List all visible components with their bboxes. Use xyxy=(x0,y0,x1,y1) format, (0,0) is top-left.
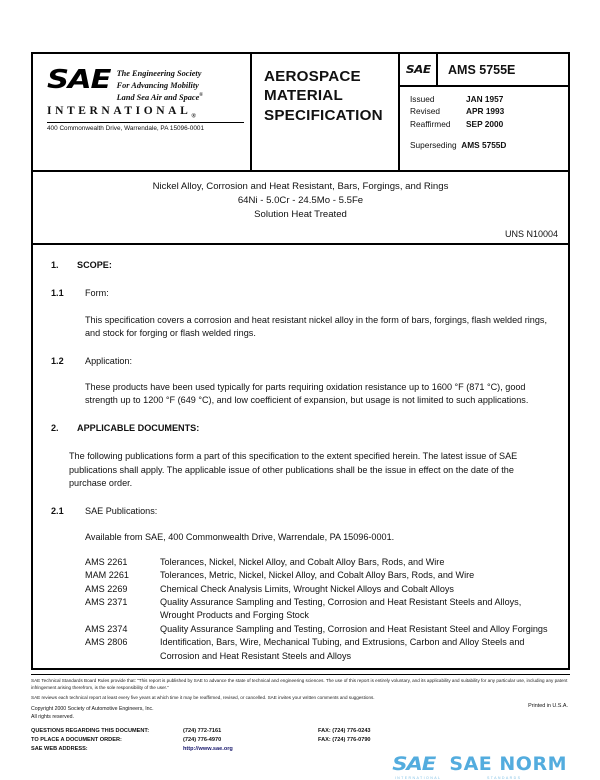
spec-composition: 64Ni - 5.0Cr - 24.5Mo - 5.5Fe xyxy=(237,194,364,206)
sae-badge-icon: SAE xyxy=(400,54,438,85)
sae-web-address-link[interactable]: http://www.sae.org xyxy=(183,745,233,752)
ams-number: AMS 5755E xyxy=(448,62,516,77)
table-row xyxy=(85,583,550,596)
document-header xyxy=(33,54,568,172)
superseding-row xyxy=(410,140,568,150)
paragraph-application: These products have been used typically for parts requiring oxidation resistance up to 1600 °F (871 °C), good strength up to 1200 °F (649 °C), and low coefficient of expansion, but usage is not limited to such applications. xyxy=(85,381,529,406)
doc-type-line-2: MATERIAL xyxy=(264,87,343,105)
sae-tagline-3: Land Sea Air and Space® xyxy=(116,92,204,102)
sae-norm-text: SAE NORM xyxy=(449,752,567,775)
subsection-title: Form: xyxy=(85,288,109,299)
contact-label: TO PLACE A DOCUMENT ORDER: xyxy=(31,736,122,743)
section-heading-applicable-documents xyxy=(51,422,550,435)
subsection-heading-form xyxy=(51,287,550,300)
superseding-label: Superseding xyxy=(410,139,457,150)
subsection-title: SAE Publications: xyxy=(85,505,158,516)
paragraph-availability: Available from SAE, 400 Commonwealth Drive, Warrendale, PA 15096-0001. xyxy=(85,532,395,543)
superseding-value: AMS 5755D xyxy=(461,139,507,150)
sae-address: 400 Commonwealth Drive, Warrendale, PA 15096-0001 xyxy=(47,122,244,132)
contact-label: QUESTIONS REGARDING THIS DOCUMENT: xyxy=(31,727,150,734)
reference-code: AMS 2374 xyxy=(85,623,128,634)
sae-norm-sub-international: INTERNATIONAL xyxy=(394,775,442,780)
reference-title: Tolerances, Metric, Nickel, Nickel Alloy, and Cobalt Alloy Bars, Rods, and Wire xyxy=(160,570,475,581)
doc-type-line-3: SPECIFICATION xyxy=(264,106,383,124)
date-label: Issued xyxy=(410,94,435,104)
table-row xyxy=(85,556,550,569)
review-note-text: SAE reviews each technical report at least every five years at which time it may be reaffirmed, revised, or cancelled. SAE invites your written comments and suggestions. xyxy=(31,695,375,701)
subsection-heading-sae-publications xyxy=(51,505,550,518)
contact-info xyxy=(31,727,570,754)
sae-international: $INTERNATIONAL_®$ xyxy=(47,105,196,120)
reference-code: AMS 2261 xyxy=(85,556,128,567)
contact-fax: FAX: (724) 776-0790 xyxy=(318,736,371,743)
table-row xyxy=(85,569,550,582)
copyright-block xyxy=(31,706,570,722)
spec-condition: Solution Heat Treated xyxy=(254,208,347,220)
paragraph-form: This specification covers a corrosion and heat resistant nickel alloy in the form of bars, forgings, flash welded rings, and stock for forging or flash welded rings. xyxy=(85,314,547,339)
reference-code: AMS 2269 xyxy=(85,583,128,594)
reference-code: MAM 2261 xyxy=(85,570,129,581)
section-heading-scope xyxy=(51,259,550,272)
date-label: Reaffirmed xyxy=(410,118,451,129)
legal-notice xyxy=(31,678,570,702)
contact-row xyxy=(31,736,570,745)
contact-phone: (724) 772-7161 xyxy=(183,727,222,734)
document-type-title xyxy=(252,54,400,170)
uns-designation: UNS N10004 xyxy=(504,228,558,239)
sae-tagline-1: The Engineering Society xyxy=(116,69,202,78)
reference-title: Quality Assurance Sampling and Testing, Corrosion and Heat Resistant Steel and Alloy Forgings xyxy=(160,623,548,634)
table-row xyxy=(85,596,550,623)
sae-tagline-2: For Advancing Mobility xyxy=(116,80,199,90)
date-value: SEP 2000 xyxy=(466,118,504,129)
section-number: 1. xyxy=(51,259,59,270)
date-value: APR 1993 xyxy=(466,106,505,117)
sae-norm-wordmark: SAE xyxy=(391,752,435,775)
section-title: APPLICABLE DOCUMENTS: xyxy=(77,422,200,433)
date-label: Revised xyxy=(410,106,440,117)
date-row xyxy=(410,118,568,130)
date-row xyxy=(410,93,568,105)
subsection-title: Application: xyxy=(85,355,133,366)
printed-in: Printed in U.S.A. xyxy=(528,703,568,709)
copyright-line-2: All rights reserved. xyxy=(31,713,74,720)
document-number-block xyxy=(400,54,568,170)
contact-phone: (724) 776-4970 xyxy=(183,736,222,743)
footer-divider xyxy=(31,674,570,675)
reference-code: AMS 2806 xyxy=(85,637,128,648)
revision-dates xyxy=(400,87,568,170)
doc-type-line-1: AEROSPACE xyxy=(264,68,361,85)
sae-norm-sub-standards: STANDARDS xyxy=(486,775,522,780)
reference-title: Chemical Check Analysis Limits, Wrought Nickel Alloys and Cobalt Alloys xyxy=(160,583,454,594)
sae-logo-block xyxy=(33,54,252,170)
sae-logo xyxy=(47,65,244,103)
document-page xyxy=(31,52,570,670)
reference-document-list xyxy=(85,556,550,664)
disclaimer-text: SAE Technical Standards Board Rules provide that: "This report is published by SAE to advance the state of technical and engineering sciences. The use of this report is entirely voluntary, and its applicability and suitability for any particular use, including any patent infringement arising therefrom, is the sole responsibility of the user." xyxy=(31,678,568,690)
table-row xyxy=(85,636,550,663)
reference-title: Identification, Bars, Wire, Mechanical Tubing, and Extrusions, Carbon and Alloy Steels and Corrosion and Heat Resistant Steels and Alloys xyxy=(160,637,525,661)
contact-row xyxy=(31,727,570,736)
document-footer xyxy=(31,674,570,780)
paragraph-applicable-documents-intro: The following publications form a part of this specification to the extent specified herein. The latest issue of SAE publications shall apply. The applicable issue of other publications shall be the issue in effect on the date of the purchase order. xyxy=(69,451,518,489)
reference-title: Tolerances, Nickel, Nickel Alloy, and Cobalt Alloy Bars, Rods, and Wire xyxy=(160,556,445,567)
sae-wordmark: SAE xyxy=(47,65,111,95)
contact-fax: FAX: (724) 776-0243 xyxy=(318,727,371,734)
subsection-heading-application xyxy=(51,355,550,368)
table-row xyxy=(85,623,550,636)
ams-number-row xyxy=(400,54,568,87)
contact-label: SAE WEB ADDRESS: xyxy=(31,745,88,752)
date-value: JAN 1957 xyxy=(466,94,504,104)
specification-title-block xyxy=(33,172,568,245)
section-title: SCOPE: xyxy=(77,259,112,270)
sae-tagline xyxy=(117,68,203,103)
spec-title-line-1: Nickel Alloy, Corrosion and Heat Resistant, Bars, Forgings, and Rings xyxy=(152,181,449,192)
subsection-number: 2.1 xyxy=(51,505,64,516)
copyright-line-1: Copyright 2000 Society of Automotive Engineers, Inc. xyxy=(31,705,154,712)
subsection-number: 1.2 xyxy=(51,355,64,366)
subsection-number: 1.1 xyxy=(51,288,64,299)
document-body xyxy=(33,245,568,664)
reference-code: AMS 2371 xyxy=(85,596,128,607)
reference-title: Quality Assurance Sampling and Testing, Corrosion and Heat Resistant Steels and Alloys, Wrought Products and Forging Stock xyxy=(160,596,522,621)
date-row xyxy=(410,105,568,117)
section-number: 2. xyxy=(51,422,59,433)
